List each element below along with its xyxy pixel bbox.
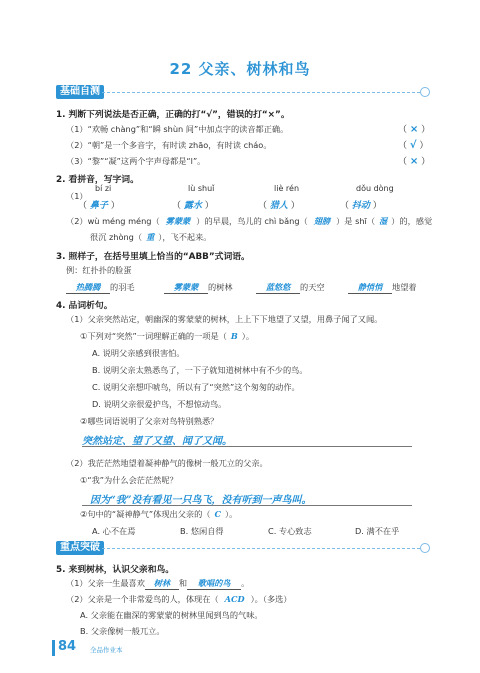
answer: 猎人	[269, 201, 288, 211]
pinyin: dǒu dòng	[356, 184, 394, 193]
option: B. 父亲像树一般兀立。	[80, 626, 165, 636]
pinyin: bí zi	[95, 184, 112, 193]
answer-mark: ×	[409, 124, 419, 135]
answer-box: （ 露水 ）	[172, 201, 214, 211]
divider-end-circle	[420, 87, 430, 97]
q4-sub-1: ①下列对“突然”一词理解正确的一项是（ B ）。	[80, 331, 255, 341]
q5-sub-2: （2）父亲是一个非常爱鸟的人，体现在（ ACD ）。（多选）	[66, 594, 292, 604]
q1-stem: 1. 判断下列说法是否正确，正确的打“√”，错误的打“×”。	[56, 110, 290, 120]
page-title: 22 父亲、树林和鸟	[169, 60, 311, 78]
book-name: 全品作业本	[90, 646, 123, 654]
option: C. 专心致志	[268, 526, 312, 536]
q1-answer-3: （ × ）	[398, 156, 431, 167]
q1-item-1: （1）“欢畅 chàng”和“瞬 shùn 间”中加点字的读音都正确。	[66, 124, 289, 134]
q4-sub-4: ②句中的“凝神静气”体现出父亲的（ C ）。	[80, 509, 238, 519]
option: A. 心不在焉	[92, 526, 136, 536]
q5-sub-1: （1）父亲一生最喜欢 树林 和 歌唱的鸟 。	[66, 578, 250, 588]
answer-mark: √	[409, 140, 417, 151]
footer-bar	[52, 640, 55, 656]
q2-stem: 2. 看拼音，写字词。	[56, 175, 139, 185]
option: A. 父亲能在幽深的雾蒙蒙的树林里闻到鸟的气味。	[80, 610, 263, 620]
page-number: 84	[58, 639, 77, 654]
q3-pair: 热腾腾 的羽毛	[66, 282, 135, 294]
option: C. 说明父亲想吓唬鸟，所以有了“突然”这个匆匆的动作。	[92, 382, 300, 392]
answer-line	[82, 446, 412, 447]
q1-item-3: （3）“黎”“凝”这两个字声母都是“l”。	[66, 156, 206, 166]
option: D. 满不在乎	[355, 526, 400, 536]
answer: 抖动	[351, 201, 370, 211]
section-divider	[102, 548, 420, 549]
q4-sub-2-answer: 突然站定、望了又望、闻了又闻。	[82, 436, 232, 447]
q3-pair: 静悄悄 地望着	[348, 282, 417, 294]
answer-box: （ 鼻子 ）	[78, 201, 120, 211]
section-divider	[102, 92, 420, 93]
q4-passage-2: （2）我茫茫然地望着凝神静气的像树一般兀立的父亲。	[66, 458, 268, 468]
q2-line-2-cont: 很沉 zhòng（ 重 ），飞不起来。	[90, 232, 212, 242]
q5-stem: 5. 来到树林，认识父亲和鸟。	[56, 565, 175, 575]
q2-line-2: （2）wù méng méng（ 雾蒙蒙 ）的早晨，鸟儿的 chì bǎng（ 翅膀 ）是 shī（ 湿 ）的，感觉	[66, 216, 433, 226]
q3-pair: 雾蒙蒙 的树林	[164, 282, 233, 294]
q4-passage-1: （1）父亲突然站定，朝幽深的雾蒙蒙的树林，上上下下地望了又望，用鼻子闻了又闻。	[66, 314, 383, 324]
q4-stem: 4. 品词析句。	[56, 301, 113, 311]
option: B. 悠闲自得	[180, 526, 224, 536]
q3-stem: 3. 照样子，在括号里填上恰当的“ABB”式词语。	[56, 252, 250, 262]
q3-pair: 蓝悠悠 的天空	[256, 282, 325, 294]
pinyin: liè rén	[274, 184, 300, 193]
pinyin: lù shuǐ	[188, 184, 215, 193]
q4-sub-3: ①“我”为什么会茫茫然呢？	[80, 475, 178, 485]
option: D. 说明父亲很爱护鸟，不想惊动鸟。	[92, 399, 227, 409]
option: B. 说明父亲太熟悉鸟了，一下子就知道树林中有不少的鸟。	[92, 365, 308, 375]
divider-end-circle	[420, 543, 430, 553]
answer-line	[82, 505, 412, 506]
q1-answer-1: （ × ）	[398, 124, 431, 135]
option: A. 说明父亲感到很害怕。	[92, 348, 185, 358]
q3-example: 例：红扑扑的脸蛋	[66, 265, 132, 275]
q2-label-1: （1）	[66, 191, 88, 201]
q4-sub-3-answer: 因为“我”没有看见一只鸟飞，没有听到一声鸟叫。	[90, 495, 312, 506]
answer-mark: ×	[409, 156, 419, 167]
q1-answer-2: （ √ ）	[398, 140, 429, 151]
section-header-key: 重点突破	[56, 541, 104, 555]
section-header-basic: 基础自测	[56, 85, 104, 99]
answer: 露水	[183, 201, 202, 211]
q1-item-2: （2）“朝”是一个多音字，有时读 zhāo，有时读 cháo。	[66, 140, 272, 150]
answer: 鼻子	[89, 201, 108, 211]
answer-box: （ 猎人 ）	[258, 201, 300, 211]
q4-sub-2: ②哪些词语说明了父亲对鸟特别熟悉？	[80, 416, 219, 426]
answer-box: （ 抖动 ）	[340, 201, 382, 211]
